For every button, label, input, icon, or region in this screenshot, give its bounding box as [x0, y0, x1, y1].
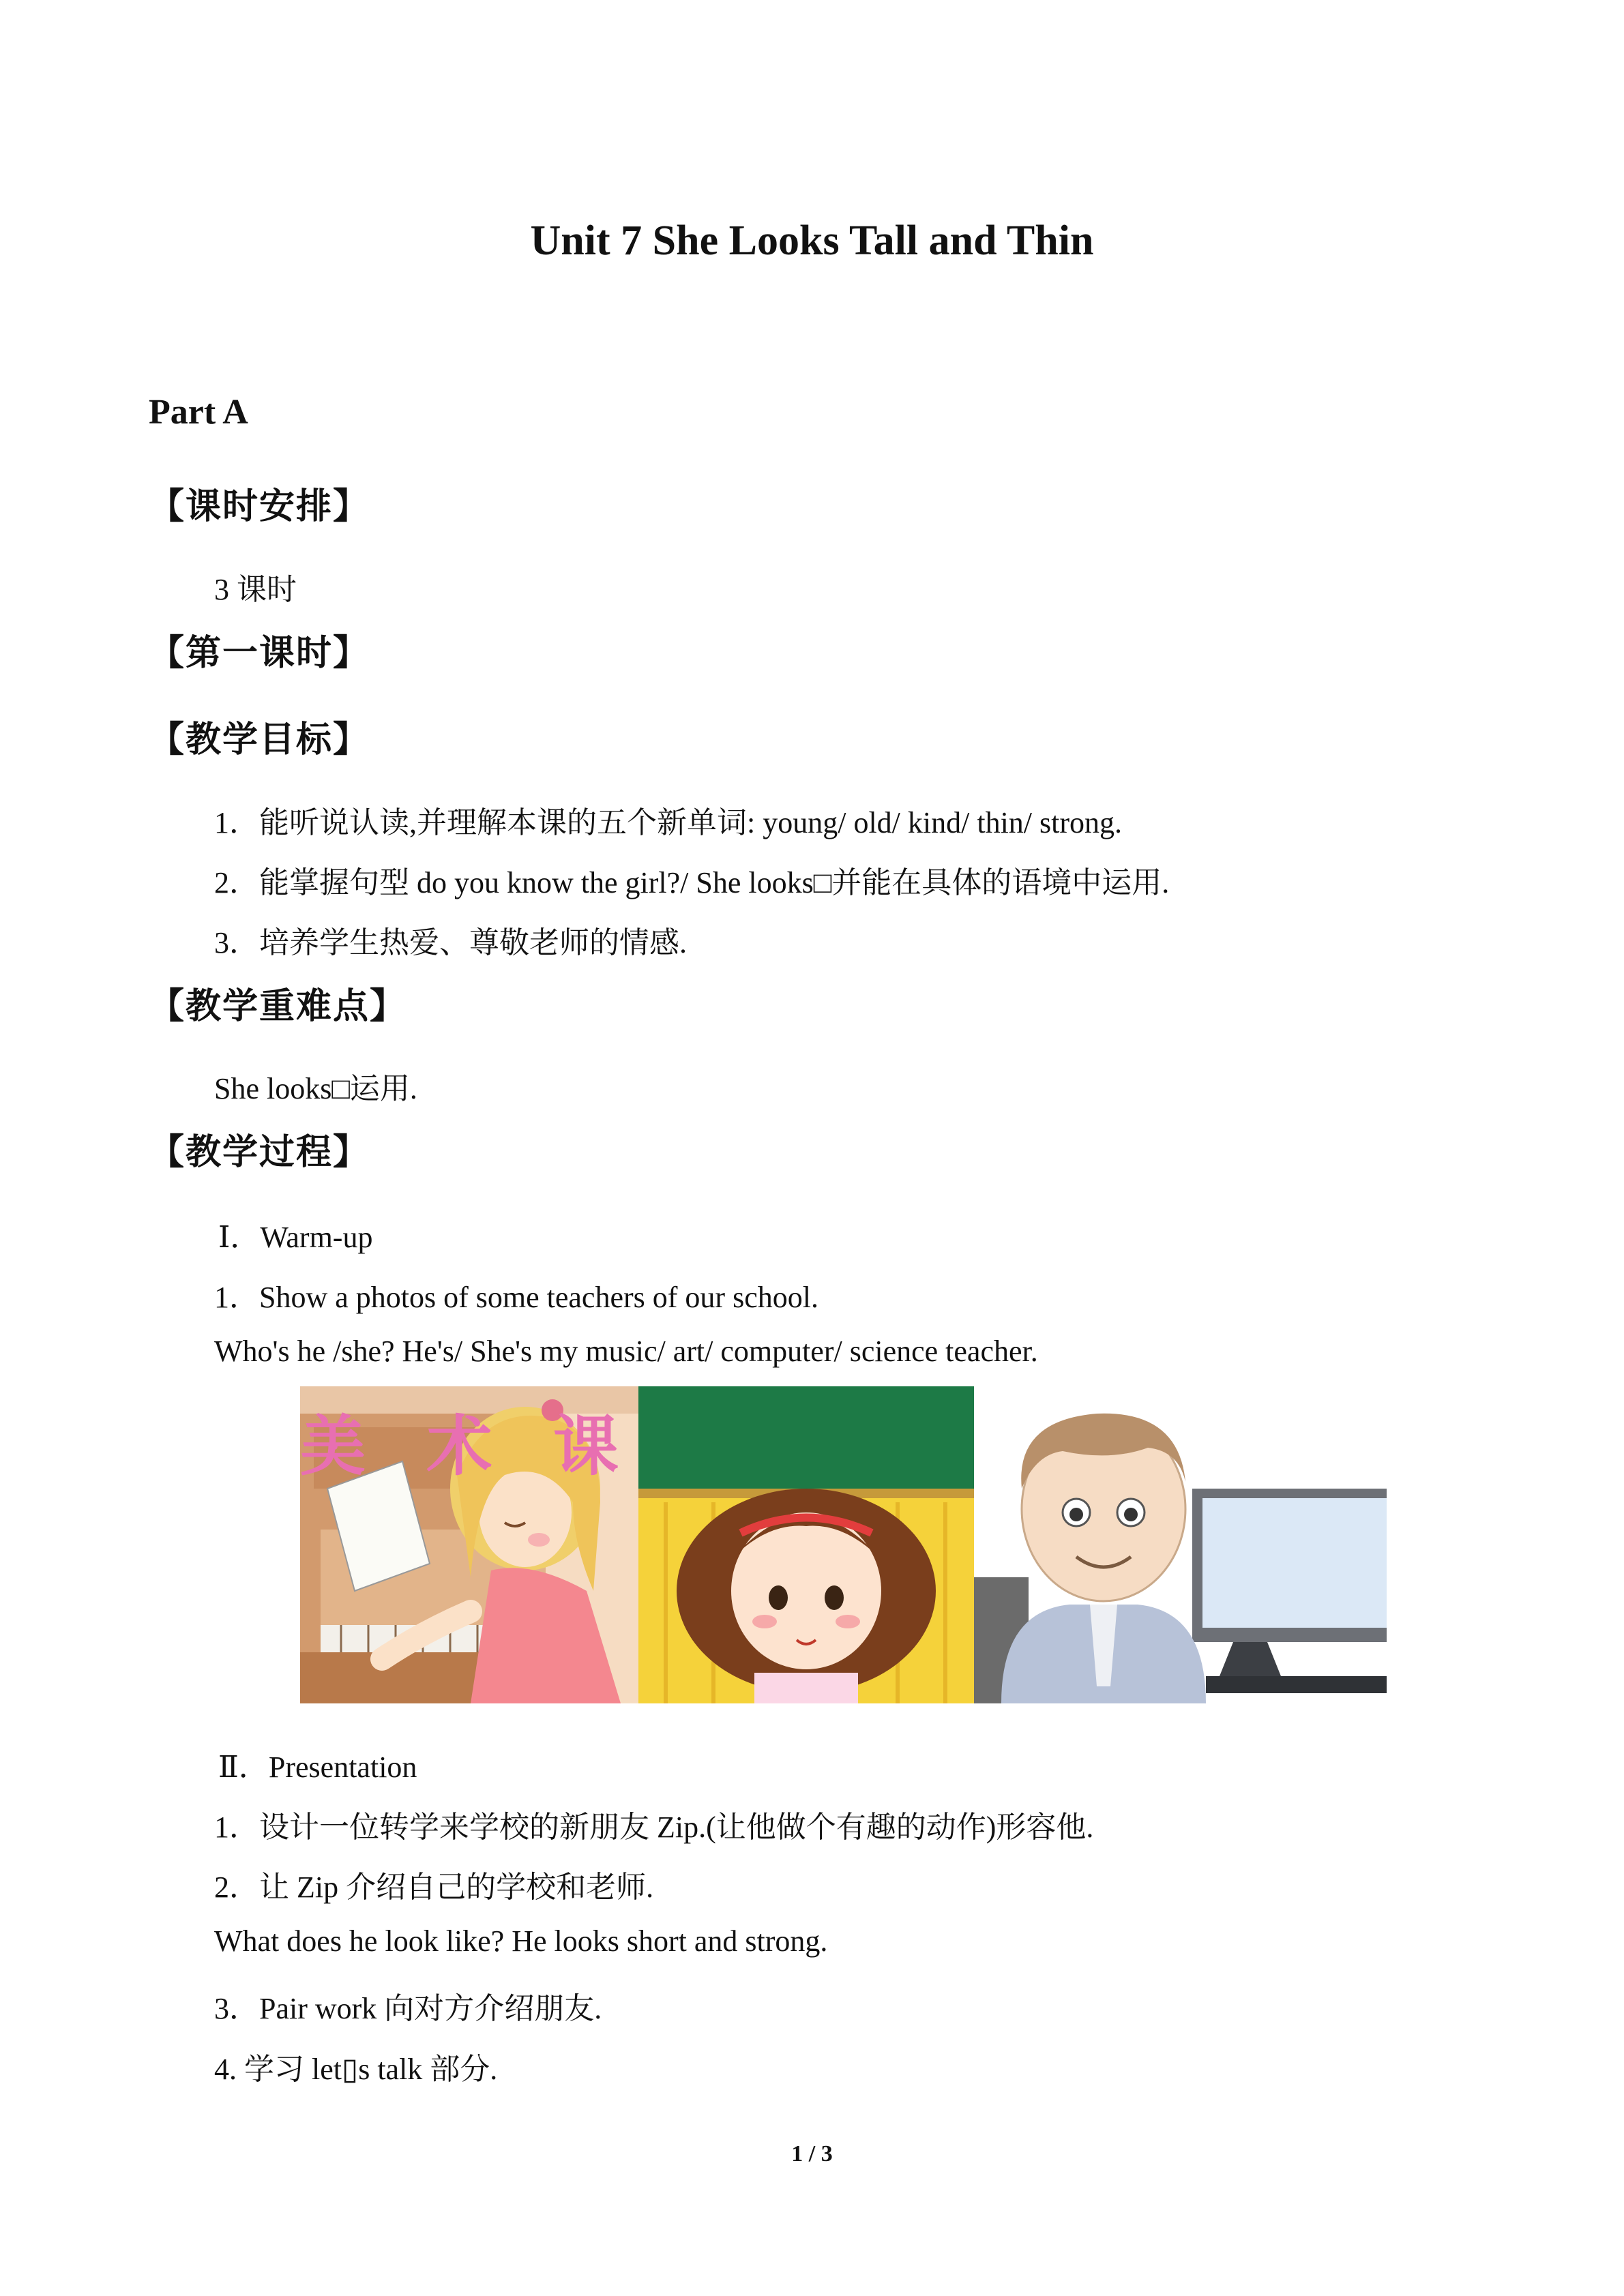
goal-item: 1．能听说认读,并理解本课的五个新单词: young/ old/ kind/ thin/ strong. — [214, 806, 1123, 839]
section-schedule-heading: 【课时安排】 — [149, 488, 370, 526]
warmup-dialog: Who's he /she? He's/ She's my music/ art/ computer/ science teacher. — [214, 1335, 1038, 1368]
presentation-item: 2．让 Zip 介绍自己的学校和老师. — [214, 1870, 654, 1904]
keypoints-text: She looks□运用. — [214, 1072, 417, 1105]
warmup-heading: Ⅰ．Warm-up — [218, 1221, 373, 1254]
teacher-illustrations — [300, 1386, 1387, 1703]
part-heading: Part A — [149, 393, 248, 432]
warmup-item: 1．Show a photos of some teachers of our school. — [214, 1281, 818, 1314]
art-board-text: 美 术 课 — [300, 1408, 638, 1485]
computer-teacher-image — [974, 1386, 1387, 1703]
goal-item: 2．能掌握句型 do you know the girl?/ She looks□并能在具体的语境中运用. — [214, 866, 1170, 899]
art-teacher-image — [300, 1386, 974, 1703]
presentation-heading: Ⅱ．Presentation — [218, 1750, 417, 1784]
goal-item: 3．培养学生热爱、尊敬老师的情感. — [214, 926, 687, 959]
section-process-heading: 【教学过程】 — [149, 1133, 370, 1172]
section-lesson1-heading: 【第一课时】 — [149, 634, 370, 673]
schedule-text: 3 课时 — [214, 573, 297, 606]
section-keypoints-heading: 【教学重难点】 — [149, 987, 407, 1026]
presentation-item: 1．设计一位转学来学校的新朋友 Zip.(让他做个有趣的动作)形容他. — [214, 1810, 1094, 1844]
presentation-dialog: What does he look like? He looks short and strong. — [214, 1924, 828, 1958]
page-number: 1 / 3 — [791, 2141, 833, 2166]
presentation-item: 3．Pair work 向对方介绍朋友. — [214, 1992, 602, 2025]
presentation-item: 4. 学习 let▯s talk 部分. — [214, 2053, 498, 2086]
section-goals-heading: 【教学目标】 — [149, 721, 370, 760]
document-title: Unit 7 She Looks Tall and Thin — [530, 218, 1094, 264]
